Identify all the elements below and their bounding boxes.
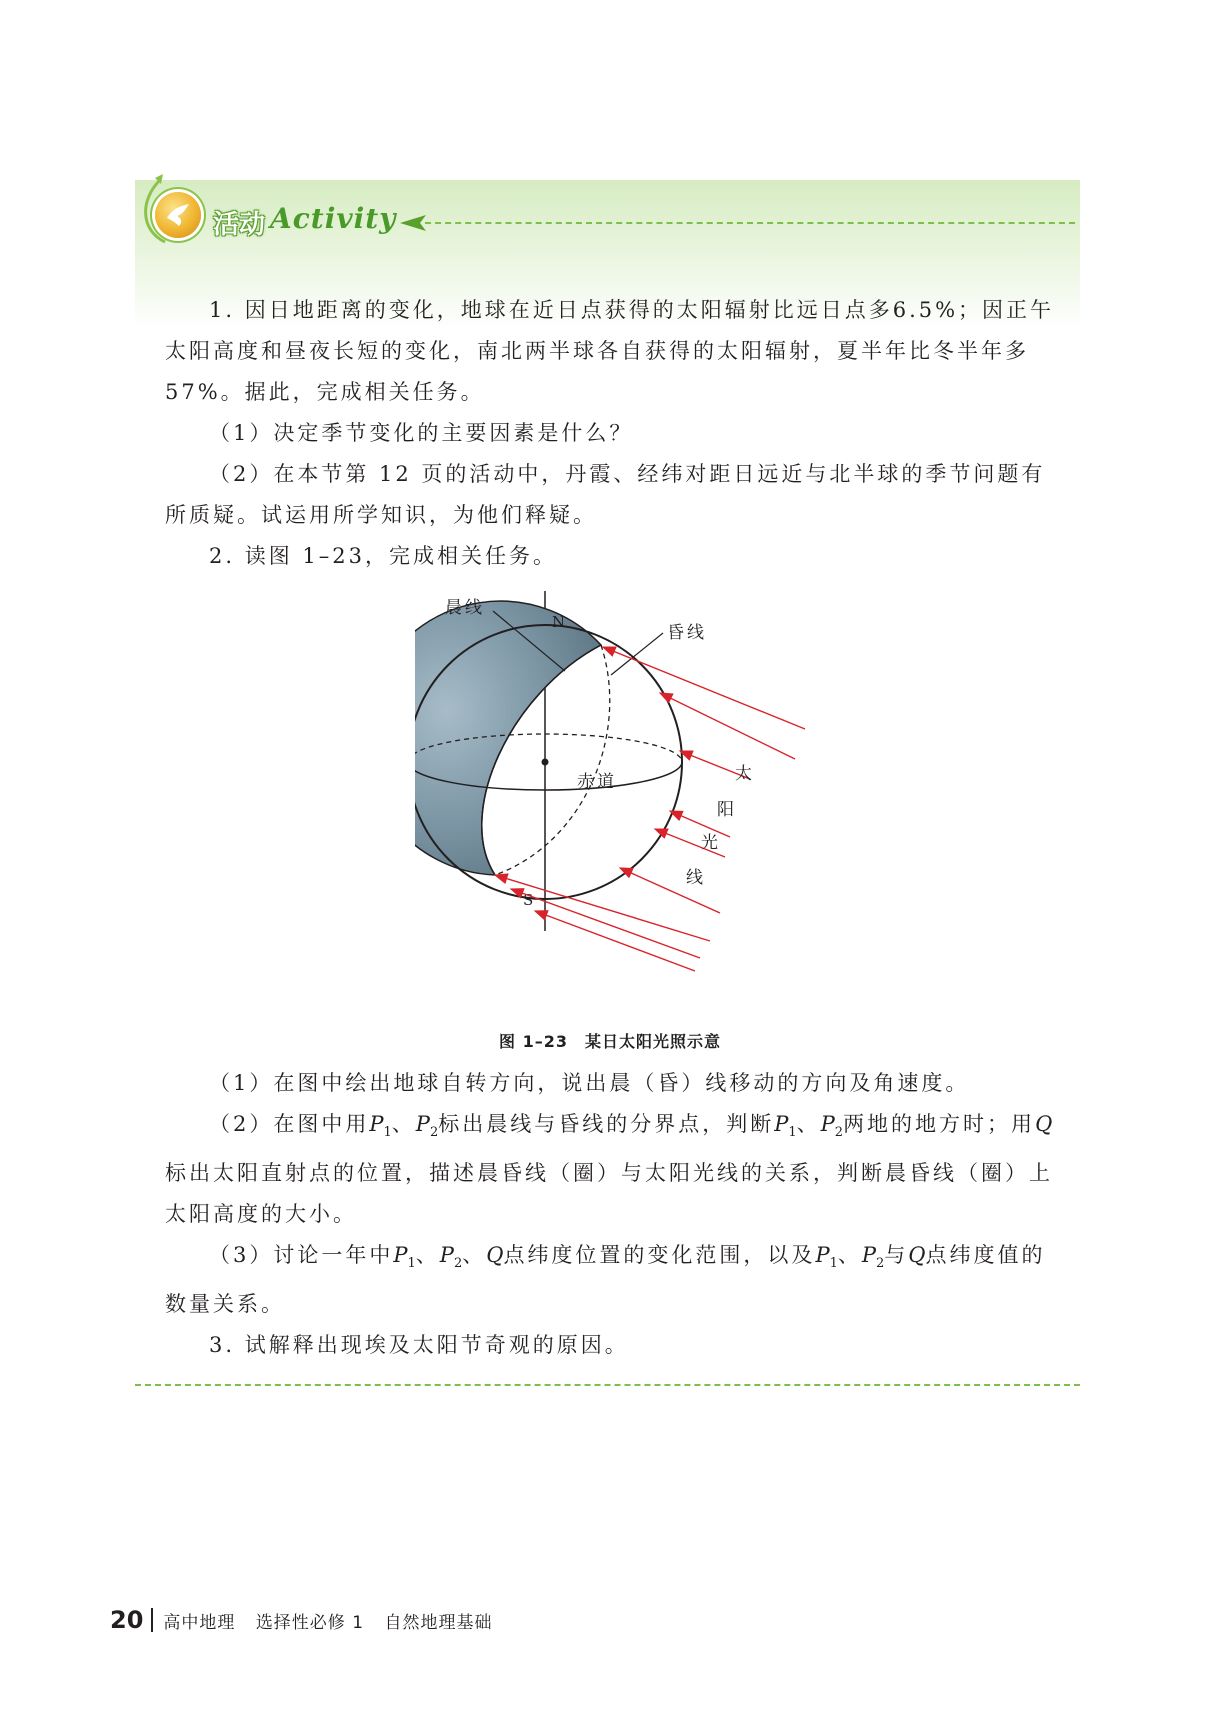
activity-title: 活动 <box>213 210 266 240</box>
question-1-intro: 1. 因日地距离的变化，地球在近日点获得的太阳辐射比远日点多6.5%；因正午太阳高度和昼夜长短的变化，南北两半球各自获得的太阳辐射，夏半年比冬半年多57%。据此，完成相关任务。 <box>165 298 1055 404</box>
page-footer <box>110 1605 506 1635</box>
sun-rays <box>495 647 805 971</box>
book-info <box>163 1608 506 1633</box>
question-1-2: （2）在本节第 12 页的活动中，丹霞、经纬对距日远近与北半球的季节问题有所质疑。试运用所学知识，为他们释疑。 <box>165 462 1046 527</box>
label-dawn-line: 晨线 <box>445 598 485 618</box>
label-dusk-line: 昏线 <box>667 623 707 643</box>
question-2-intro: 2. 读图 1–23，完成相关任务。 <box>209 544 557 568</box>
label-sunray-1: 太 <box>735 764 755 784</box>
question-2-2: （2）在图中用$P_1$、$P_2$标出晨线与昏线的分界点，判断$P_1$、$P_2$两地的地方时；用Q标出太阳直射点的位置，描述晨昏线（圈）与太阳光线的关系，判断晨昏线（圈）上太阳高度的大小。 <box>165 1112 1053 1227</box>
question-2-1: （1）在图中绘出地球自转方向，说出晨（昏）线移动的方向及角速度。 <box>209 1071 970 1095</box>
figure-caption: 图 1–23 某日太阳光照示意 <box>499 1032 721 1051</box>
label-equator: 赤道 <box>577 772 617 792</box>
label-sunray-3: 光 <box>701 833 721 853</box>
question-2-3: （3）讨论一年中$P_1$、$P_2$、Q点纬度位置的变化范围，以及$P_1$、$P_2$与Q点纬度值的数量关系。 <box>165 1243 1046 1317</box>
book-title: 高中地理 <box>163 1612 236 1633</box>
label-south: S <box>523 891 537 909</box>
label-north: N <box>552 613 569 631</box>
activity-title-en: Activity <box>270 202 397 235</box>
arrow-left-icon <box>400 215 426 231</box>
question-3: 3. 试解释出现埃及太阳节奇观的原因。 <box>209 1333 629 1358</box>
label-sunray-2: 阳 <box>717 800 737 820</box>
dove-icon <box>155 192 201 238</box>
figure-1-23 <box>165 583 1055 1063</box>
earth-illumination-diagram <box>415 583 815 1013</box>
earth-center <box>542 759 549 766</box>
activity-header <box>135 170 1080 250</box>
header-divider <box>425 222 1075 224</box>
bottom-divider <box>135 1384 1080 1386</box>
page-number: 20 <box>110 1608 153 1632</box>
question-1-1: （1）决定季节变化的主要因素是什么？ <box>209 421 634 445</box>
activity-content <box>165 290 1055 1366</box>
book-subject: 自然地理基础 <box>384 1612 493 1633</box>
label-sunray-4: 线 <box>686 868 706 888</box>
book-volume: 选择性必修 1 <box>255 1612 365 1633</box>
